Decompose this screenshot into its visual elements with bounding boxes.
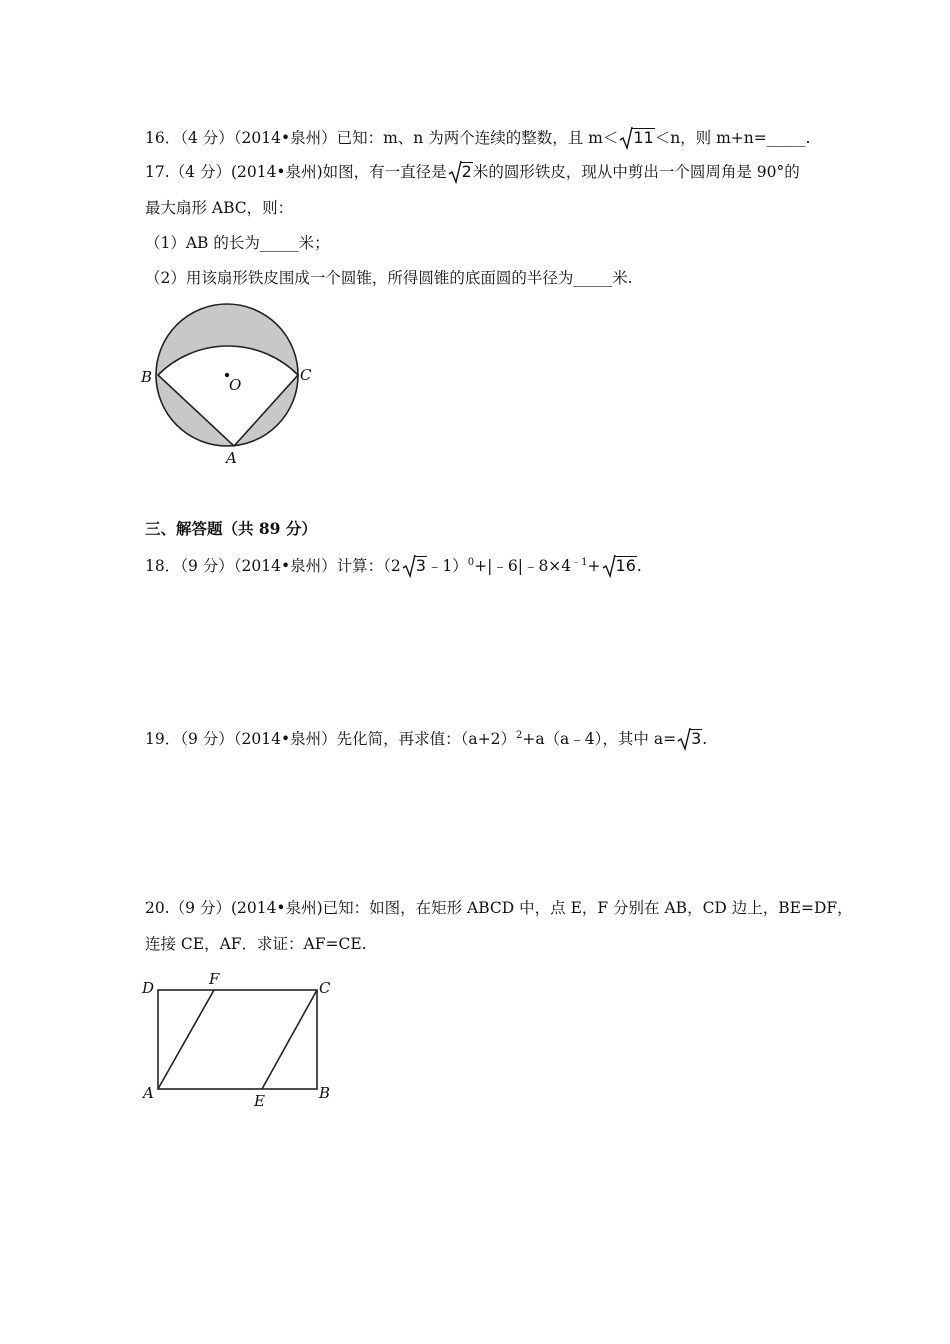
q19-exponent-2: 2: [515, 730, 523, 741]
q16-text-suffix: ＜n，则 m+n=_____.: [654, 129, 811, 147]
label-a: A: [143, 1084, 154, 1102]
label-d: D: [142, 979, 155, 997]
label-b: B: [141, 368, 153, 386]
q16-text-prefix: 16．（4 分）（2014•泉州）已知：m、n 为两个连续的整数，且 m＜: [145, 129, 619, 147]
q18-exponent-0: 0: [467, 557, 475, 568]
question-18: [145, 553, 642, 576]
segment-af: [158, 990, 214, 1089]
sqrt-3: [677, 729, 702, 749]
radicand: 3: [415, 556, 426, 575]
label-e: E: [254, 1092, 265, 1110]
q17-text-suffix: 米的圆形铁皮，现从中剪出一个圆周角是 90°的: [472, 163, 800, 181]
q19-text-suffix: .: [702, 730, 708, 748]
q18-text-mid2: +|﹣6|﹣8×4: [474, 557, 572, 575]
q20-line2: 连接 CE，AF．求证：AF=CE.: [145, 935, 367, 953]
q19-text-prefix: 19．（9 分）（2014•泉州）先化简，再求值：（a+2）: [145, 730, 516, 748]
q18-text-mid3: +: [587, 557, 601, 575]
q20-line1: 20.（9 分）(2014•泉州)已知：如图，在矩形 ABCD 中，点 E，F 分别在 AB，CD 边上，BE=DF，: [145, 899, 853, 917]
q19-text-mid: +a（a﹣4），其中 a=: [522, 730, 677, 748]
segment-ce: [262, 990, 317, 1089]
circle-sector-figure: [138, 300, 328, 470]
label-o: O: [229, 376, 242, 394]
label-b: B: [319, 1084, 331, 1102]
question-16: [145, 128, 810, 148]
sqrt-16: [602, 556, 637, 576]
q17-part1: （1）AB 的长为_____米；: [145, 234, 330, 252]
q17-part2: （2）用该扇形铁皮围成一个圆锥，所得圆锥的底面圆的半径为_____米.: [145, 269, 633, 287]
question-17: [145, 162, 800, 182]
q18-exponent-minus1: ﹣1: [571, 557, 588, 568]
q18-text-suffix: .: [636, 557, 642, 575]
label-a: A: [226, 449, 237, 467]
rectangle-figure: [138, 968, 338, 1113]
sqrt-11: [619, 128, 654, 148]
q17-line2: 最大扇形 ABC，则：: [145, 199, 294, 217]
radicand: 11: [633, 128, 654, 147]
sqrt-3: [402, 556, 427, 576]
label-c: C: [300, 366, 312, 384]
sqrt-2: [448, 162, 473, 182]
rectangle-abcd: [158, 990, 317, 1089]
radicand: 3: [691, 729, 702, 748]
question-19: [145, 726, 707, 749]
q18-text-prefix: 18．（9 分）（2014•泉州）计算：（2: [145, 557, 401, 575]
radicand: 2: [461, 162, 472, 181]
radicand: 16: [615, 556, 636, 575]
q17-text-prefix: 17.（4 分）(2014•泉州)如图，有一直径是: [145, 163, 447, 181]
section-3-title: 三、解答题（共 89 分）: [145, 519, 317, 538]
label-f: F: [209, 970, 220, 988]
label-c: C: [319, 979, 331, 997]
q18-text-mid: ﹣1）: [426, 557, 468, 575]
